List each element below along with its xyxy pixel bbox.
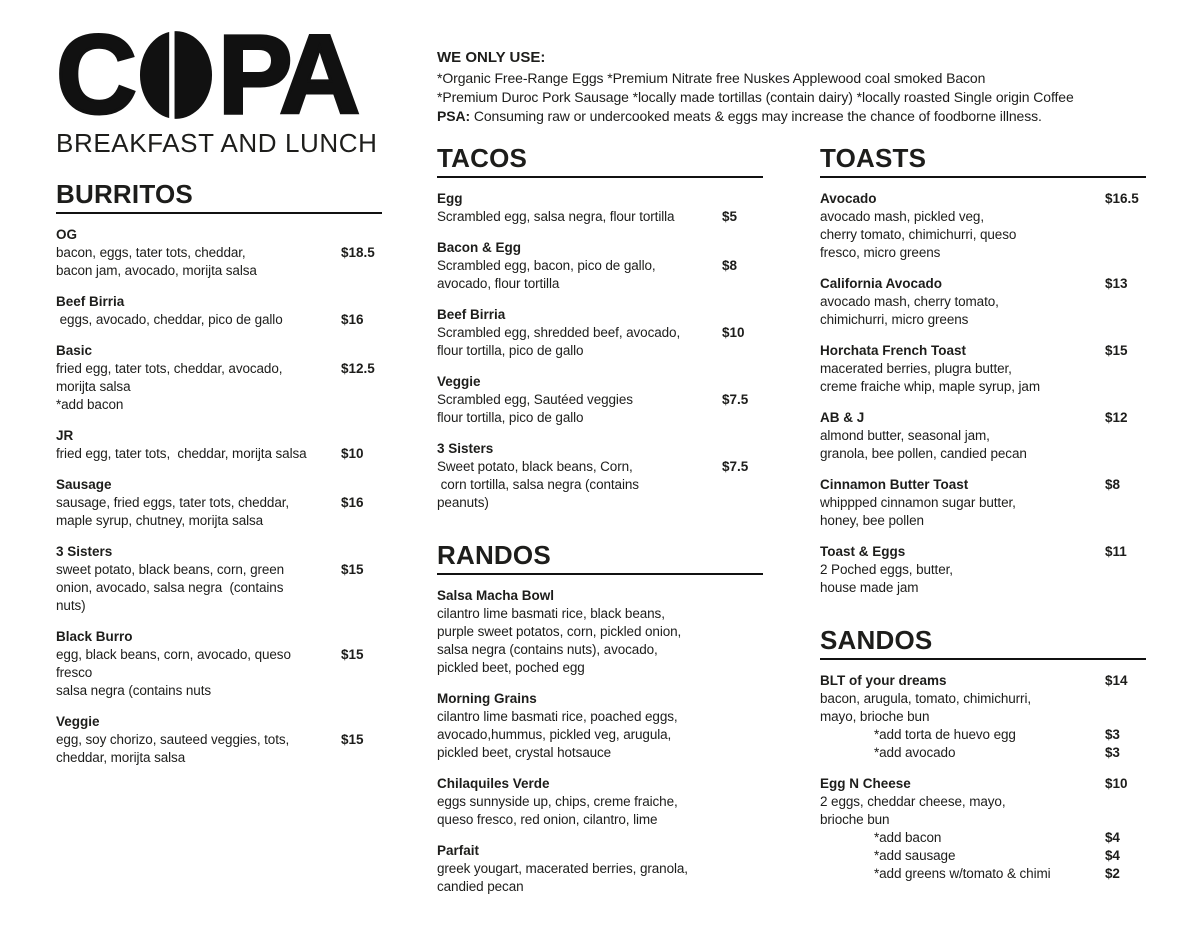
item-name: Horchata French Toast [820,343,967,358]
item-description-line: onion, avocado, salsa negra (contains [56,580,284,595]
notice-line-2: *Premium Duroc Pork Sausage *locally made tortillas (contain dairy) *locally roasted Single origin Coffee [437,89,1074,105]
item-description-line: avocado mash, cherry tomato, [820,294,999,309]
item-description-line: salsa negra (contains nuts [56,683,211,698]
item-description-line: salsa negra (contains nuts), avocado, [437,642,658,657]
item-price: $16.5 [1105,191,1139,206]
item-name: Basic [56,343,93,358]
item-name: Veggie [437,374,481,389]
menu-item [437,587,763,677]
item-price: $7.5 [722,392,749,407]
item-name: Beef Birria [437,307,506,322]
item-description-line: Scrambled egg, Sautéed veggies [437,392,633,407]
item-description-line: Scrambled egg, bacon, pico de gallo, [437,258,656,273]
menu-item [56,476,382,530]
item-description-line: purple sweet potatos, corn, pickled onion, [437,624,682,639]
item-name: Black Burro [56,629,133,644]
item-description-line: maple syrup, chutney, morijta salsa [56,513,264,528]
item-name: OG [56,227,78,242]
column-middle [437,142,763,896]
addon-label: *add bacon [874,830,942,845]
menu-item [437,440,763,512]
section-items-randos [437,587,763,896]
section-items-tacos [437,190,763,512]
item-addon [820,726,1146,744]
item-price: $15 [341,732,364,747]
item-price: $7.5 [722,459,749,474]
item-description-line: sweet potato, black beans, corn, green [56,562,285,577]
item-description-line: pickled beet, poched egg [437,660,585,675]
section-items-toasts [820,190,1146,597]
menu-item [437,190,763,226]
item-description-line: Scrambled egg, salsa negra, flour tortilla [437,209,675,224]
menu-item [437,842,763,896]
item-description-line: egg, black beans, corn, avocado, queso [56,647,291,662]
menu-item [437,775,763,829]
menu-item [820,275,1146,329]
item-description-line: cilantro lime basmati rice, black beans, [437,606,665,621]
item-name: 3 Sisters [437,441,494,456]
addon-price: $3 [1105,745,1120,760]
item-description-line: creme fraiche whip, maple syrup, jam [820,379,1040,394]
item-price: $5 [722,209,738,224]
item-name: AB & J [820,410,865,425]
menu-item [820,775,1146,883]
item-addon [820,744,1146,762]
item-description-line: fresco, micro greens [820,245,941,260]
item-description-line: cheddar, morijta salsa [56,750,186,765]
addon-price: $4 [1105,830,1120,845]
menu-item [56,342,382,414]
menu-item [820,409,1146,463]
addon-label: *add sausage [874,848,956,863]
section-items-burritos [56,226,382,767]
section-title-sandos: SANDOS [820,625,933,655]
item-description-line: avocado, flour tortilla [437,276,560,291]
item-description-line: peanuts) [437,495,489,510]
item-name: JR [56,428,74,443]
section-rule [820,176,1146,178]
section-rule [820,658,1146,660]
item-description-line: bacon, eggs, tater tots, cheddar, [56,245,246,260]
item-name: Beef Birria [56,294,125,309]
item-name: Cinnamon Butter Toast [820,477,969,492]
item-name: Toast & Eggs [820,544,906,559]
menu-item [56,713,382,767]
section-rule [56,212,382,214]
item-name: BLT of your dreams [820,673,947,688]
addon-price: $3 [1105,727,1120,742]
item-description-line: flour tortilla, pico de gallo [437,410,584,425]
menu-item [820,543,1146,597]
logo-letter-c: C [56,12,132,137]
item-description-line: bacon, arugula, tomato, chimichurri, [820,691,1032,706]
item-description-line: avocado mash, pickled veg, [820,209,984,224]
item-description-line: granola, bee pollen, candied pecan [820,446,1027,461]
item-price: $10 [722,325,745,340]
menu-item [437,239,763,293]
item-name: Egg N Cheese [820,776,911,791]
item-description-line: nuts) [56,598,86,613]
menu-item [56,293,382,329]
item-description-line: sausage, fried eggs, tater tots, cheddar, [56,495,290,510]
item-description-line: avocado,hummus, pickled veg, arugula, [437,727,672,742]
menu-item [56,427,382,463]
column-left [56,178,382,767]
addon-price: $4 [1105,848,1120,863]
copa-logo [56,12,386,158]
item-name: Parfait [437,843,480,858]
item-description-line: 2 eggs, cheddar cheese, mayo, [820,794,1006,809]
item-name: Sausage [56,477,112,492]
ingredients-notice [437,48,1137,126]
item-price: $15 [341,562,364,577]
menu-item [56,543,382,615]
item-price: $8 [722,258,738,273]
logo-letters-pa: PA [217,12,356,137]
column-right [820,142,1146,883]
menu-item [820,672,1146,762]
menu-item [820,342,1146,396]
item-name: Avocado [820,191,877,206]
item-price: $13 [1105,276,1128,291]
menu-item [437,690,763,762]
item-description-line: house made jam [820,580,919,595]
item-name: Morning Grains [437,691,537,706]
section-title-toasts: TOASTS [820,143,927,173]
item-addon [820,865,1146,883]
item-description-line: greek yougart, macerated berries, granola, [437,861,688,876]
item-addon [820,829,1146,847]
menu-item [56,226,382,280]
item-price: $10 [341,446,364,461]
section-rule [437,573,763,575]
item-price: $16 [341,312,364,327]
item-description-line: pickled beet, crystal hotsauce [437,745,612,760]
menu-section-tacos [437,142,763,512]
item-price: $14 [1105,673,1128,688]
item-name: 3 Sisters [56,544,113,559]
item-description-line: flour tortilla, pico de gallo [437,343,584,358]
notice-line-1: *Organic Free-Range Eggs *Premium Nitrate free Nuskes Applewood coal smoked Bacon [437,70,986,86]
item-description-line: brioche bun [820,812,890,827]
item-description-line: corn tortilla, salsa negra (contains [437,477,639,492]
section-title-burritos: BURRITOS [56,179,193,209]
item-description-line: fried egg, tater tots, cheddar, avocado, [56,361,283,376]
item-name: Veggie [56,714,100,729]
section-rule [437,176,763,178]
menu-item [437,373,763,427]
item-name: Chilaquiles Verde [437,776,550,791]
item-description-line: Sweet potato, black beans, Corn, [437,459,633,474]
item-description-line: mayo, brioche bun [820,709,930,724]
item-name: Salsa Macha Bowl [437,588,555,603]
item-description-line: fresco [56,665,93,680]
item-description-line: Scrambled egg, shredded beef, avocado, [437,325,681,340]
item-description-line: queso fresco, red onion, cilantro, lime [437,812,658,827]
item-price: $15 [341,647,364,662]
menu-item [820,190,1146,262]
item-name: California Avocado [820,276,943,291]
item-description-line: 2 Poched eggs, butter, [820,562,953,577]
addon-label: *add torta de huevo egg [874,727,1016,742]
psa-text: Consuming raw or undercooked meats & eggs may increase the chance of foodborne illness. [470,108,1042,124]
item-description-line: candied pecan [437,879,524,894]
addon-price: $2 [1105,866,1120,881]
menu-section-sandos [820,624,1146,883]
menu-section-randos [437,539,763,896]
section-items-sandos [820,672,1146,883]
item-description-line: eggs, avocado, cheddar, pico de gallo [56,312,283,327]
item-name: Bacon & Egg [437,240,522,255]
item-price: $8 [1105,477,1121,492]
item-price: $12 [1105,410,1128,425]
item-description-line: almond butter, seasonal jam, [820,428,990,443]
item-price: $11 [1105,544,1127,559]
item-description-line: whippped cinnamon sugar butter, [820,495,1016,510]
section-title-randos: RANDOS [437,540,551,570]
item-name: Egg [437,191,463,206]
item-description-line: macerated berries, plugra butter, [820,361,1012,376]
addon-label: *add greens w/tomato & chimi [874,866,1051,881]
item-price: $16 [341,495,364,510]
menu-item [56,628,382,700]
psa-label: PSA: [437,108,471,124]
notice-title: WE ONLY USE: [437,49,546,66]
item-addon [820,847,1146,865]
item-description-line: *add bacon [56,397,124,412]
addon-label: *add avocado [874,745,956,760]
item-description-line: chimichurri, micro greens [820,312,969,327]
menu-section-burritos [56,178,382,767]
menu-section-toasts [820,142,1146,597]
item-description-line: cherry tomato, chimichurri, queso [820,227,1017,242]
coffee-bean-icon [139,30,213,120]
item-description-line: fried egg, tater tots, cheddar, morijta salsa [56,446,307,461]
item-description-line: bacon jam, avocado, morijta salsa [56,263,257,278]
item-price: $18.5 [341,245,375,260]
copa-wordmark [56,12,386,137]
item-description-line: egg, soy chorizo, sauteed veggies, tots, [56,732,290,747]
section-title-tacos: TACOS [437,143,528,173]
item-description-line: morijta salsa [56,379,131,394]
item-description-line: eggs sunnyside up, chips, creme fraiche, [437,794,678,809]
item-description-line: honey, bee pollen [820,513,924,528]
item-price: $12.5 [341,361,375,376]
item-price: $15 [1105,343,1128,358]
menu-item [437,306,763,360]
item-description-line: cilantro lime basmati rice, poached eggs, [437,709,678,724]
menu-item [820,476,1146,530]
logo-subtitle: BREAKFAST AND LUNCH [56,128,378,158]
notice-psa-line [437,107,1137,126]
item-price: $10 [1105,776,1128,791]
